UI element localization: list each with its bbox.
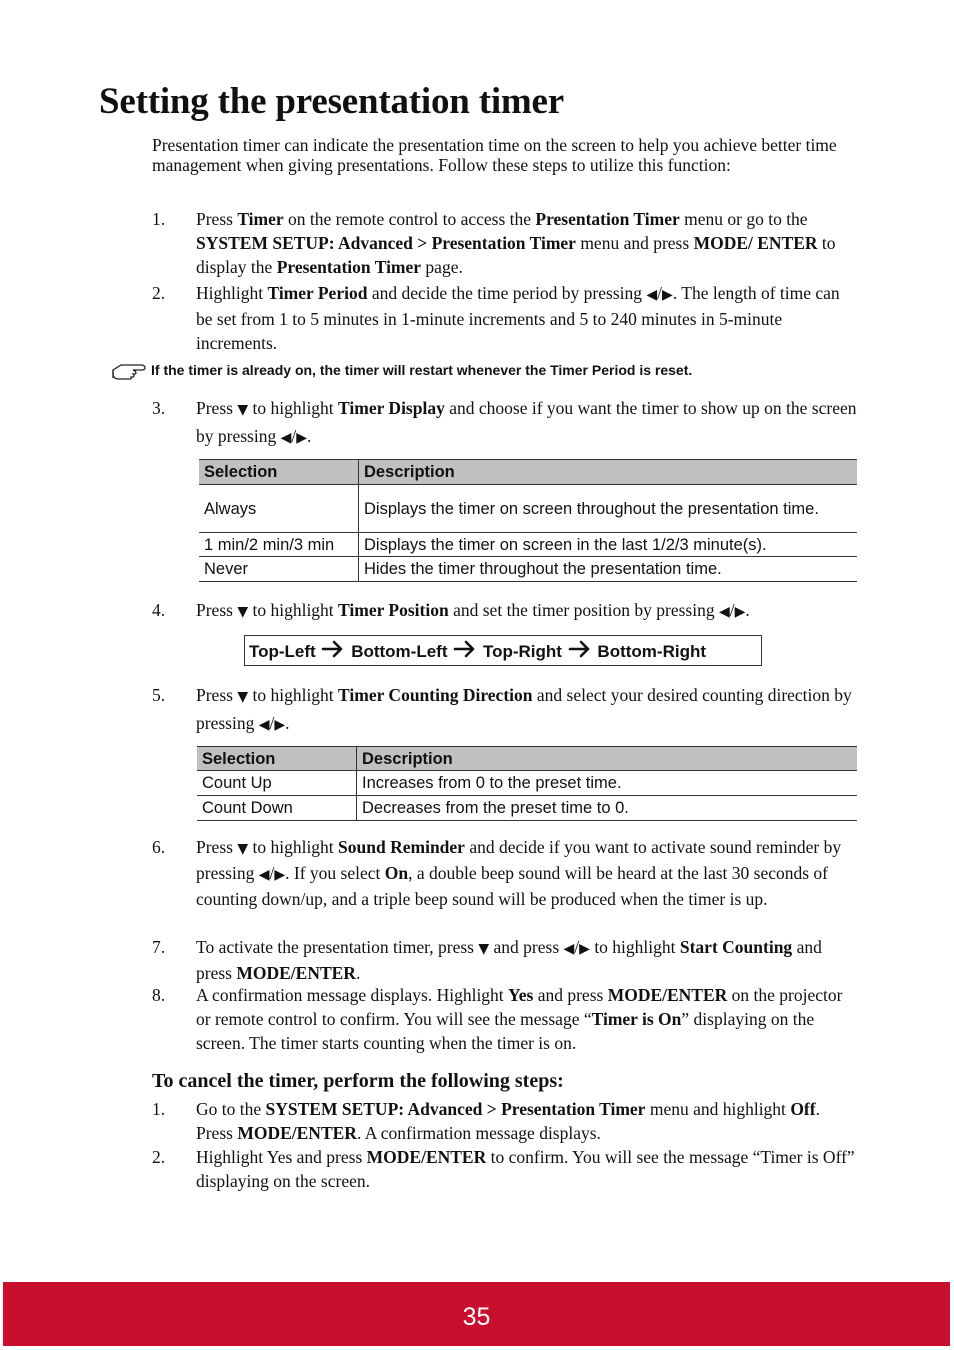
- step-text: Highlight Yes and press MODE/ENTER to confirm. You will see the message “Timer is Off” displaying on the screen.: [196, 1147, 855, 1191]
- right-arrow-icon: ▶: [662, 287, 673, 303]
- page-footer: [3, 1282, 950, 1346]
- step-8: [152, 983, 858, 1055]
- step-text: To activate the presentation timer, press ▼ and press ◀/▶ to highlight Start Counting and press MODE/ENTER.: [196, 937, 822, 983]
- right-arrow-icon: ▶: [274, 717, 286, 733]
- down-arrow-icon: ▼: [237, 402, 249, 418]
- cancel-step-1: [152, 1097, 858, 1145]
- step-number: 2.: [152, 1147, 166, 1167]
- step-2: [152, 281, 858, 353]
- step-number: 6.: [152, 837, 166, 857]
- step-text: Press ▼ to highlight Timer Display and choose if you want the timer to show up on the screen by pressing ◀/▶.: [196, 398, 857, 446]
- left-arrow-icon: ◀: [258, 867, 270, 883]
- table-header-cell: Description: [359, 460, 858, 485]
- page-title: Setting the presentation timer: [99, 81, 564, 122]
- pointing-hand-icon: [111, 361, 147, 386]
- step-number: 3.: [152, 398, 166, 418]
- step-text: Highlight Timer Period and decide the time period by pressing ◀/▶. The length of time can be set from 1 to 5 minutes in 1-minute increments and 5 to 240 minutes in 5-minute increments.: [196, 283, 840, 353]
- step-7: [152, 935, 858, 983]
- right-arrow-icon: ▶: [734, 604, 746, 620]
- table-cell: Increases from 0 to the preset time.: [357, 771, 858, 796]
- position-label: Bottom-Left: [351, 642, 448, 661]
- table-cell: 1 min/2 min/3 min: [199, 533, 359, 557]
- timer-position-sequence: [244, 635, 762, 666]
- right-arrow-icon: ▶: [296, 430, 308, 446]
- table-cell: Displays the timer on screen in the last 1/2/3 minute(s).: [359, 533, 858, 557]
- table-cell: Always: [199, 485, 359, 533]
- note-text: If the timer is already on, the timer will restart whenever the Timer Period is reset.: [151, 362, 693, 378]
- down-arrow-icon: ▼: [237, 689, 249, 705]
- table-header-row: [197, 747, 857, 771]
- left-arrow-icon: ◀: [718, 604, 730, 620]
- table-cell: Hides the timer throughout the presentation time.: [359, 557, 858, 582]
- table-cell: Decreases from the preset time to 0.: [357, 796, 858, 821]
- page-number: 35: [462, 1303, 491, 1331]
- arrow-right-icon: [320, 637, 346, 668]
- table-cell: Count Down: [197, 796, 357, 821]
- table-row: [199, 557, 857, 582]
- timer-display-table: [199, 459, 857, 582]
- step-text: Press ▼ to highlight Sound Reminder and decide if you want to activate sound reminder by pressing ◀/▶. If you select On, a double beep sound will be heard at the last 30 seconds of counting down/up, and a triple beep sound will be produced when the timer is up.: [196, 837, 842, 909]
- step-number: 7.: [152, 937, 166, 957]
- arrow-right-icon: [452, 637, 478, 668]
- step-4: [152, 598, 858, 624]
- left-arrow-icon: ◀: [258, 717, 270, 733]
- cancel-step-2: [152, 1145, 858, 1193]
- arrow-right-icon: [567, 637, 593, 668]
- step-3: [152, 395, 858, 447]
- table-row: [199, 533, 857, 557]
- table-header-cell: Selection: [199, 460, 359, 485]
- table-cell: Never: [199, 557, 359, 582]
- position-label: Top-Right: [482, 642, 562, 661]
- intro-paragraph: Presentation timer can indicate the presentation time on the screen to help you achieve better time management when giving presentations. Follow these steps to utilize this function:: [152, 135, 837, 175]
- step-text: Go to the SYSTEM SETUP: Advanced > Presentation Timer menu and highlight Off. Press MODE/ENTER. A confirmation message displays.: [196, 1099, 820, 1143]
- step-number: 5.: [152, 685, 166, 705]
- table-cell: Displays the timer on screen throughout the presentation time.: [359, 485, 858, 533]
- down-arrow-icon: ▼: [237, 604, 249, 620]
- position-label: Bottom-Right: [597, 642, 706, 661]
- step-text: A confirmation message displays. Highlight Yes and press MODE/ENTER on the projector or remote control to confirm. You will see the message “Timer is On” displaying on the screen. The timer starts counting when the timer is on.: [196, 985, 843, 1053]
- step-number: 1.: [152, 209, 166, 229]
- step-text: Press ▼ to highlight Timer Position and set the timer position by pressing ◀/▶.: [196, 600, 750, 620]
- step-number: 4.: [152, 600, 166, 620]
- left-arrow-icon: ◀: [646, 287, 658, 303]
- right-arrow-icon: ▶: [274, 867, 286, 883]
- table-header-cell: Description: [357, 747, 858, 771]
- cancel-heading: To cancel the timer, perform the following steps:: [152, 1070, 564, 1092]
- counting-direction-table: [197, 746, 857, 821]
- table-row: [197, 771, 857, 796]
- step-number: 1.: [152, 1099, 166, 1119]
- left-arrow-icon: ◀: [563, 941, 575, 957]
- table-row: [199, 485, 857, 533]
- step-text: Press ▼ to highlight Timer Counting Direction and select your desired counting direction by pressing ◀/▶.: [196, 685, 852, 733]
- step-text: Press Timer on the remote control to access the Presentation Timer menu or go to the SYSTEM SETUP: Advanced > Presentation Timer menu and press MODE/ ENTER to display the Presentation Timer page.: [196, 209, 836, 277]
- down-arrow-icon: ▼: [478, 941, 490, 957]
- down-arrow-icon: ▼: [237, 841, 249, 857]
- table-row: [197, 796, 857, 821]
- table-header-cell: Selection: [197, 747, 357, 771]
- step-1: [152, 207, 858, 279]
- table-header-row: [199, 460, 857, 485]
- step-6: [152, 835, 858, 933]
- position-label: Top-Left: [249, 642, 316, 661]
- step-number: 8.: [152, 985, 166, 1005]
- right-arrow-icon: ▶: [579, 941, 590, 957]
- step-5: [152, 682, 858, 734]
- left-arrow-icon: ◀: [280, 430, 292, 446]
- step-number: 2.: [152, 283, 166, 303]
- table-cell: Count Up: [197, 771, 357, 796]
